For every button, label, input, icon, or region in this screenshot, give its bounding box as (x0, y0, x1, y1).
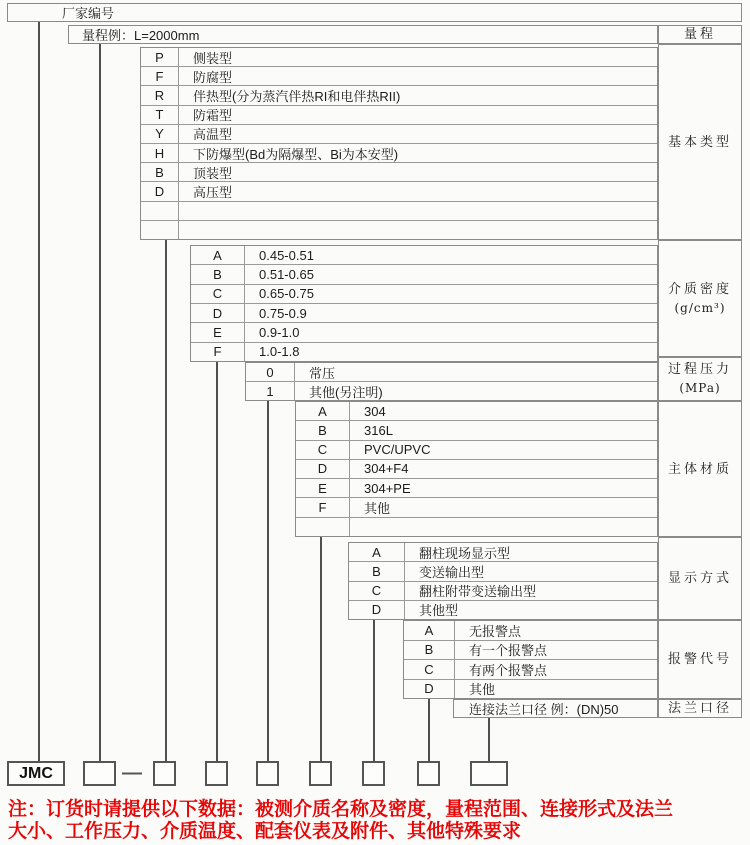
model-prefix-box: JMC (7, 761, 65, 786)
row-desc: 304+PE (364, 480, 411, 496)
row-desc (350, 518, 657, 536)
row-code: A (191, 246, 245, 264)
connector-line-pressure (267, 401, 269, 762)
row-code: 1 (246, 382, 295, 400)
row-code: D (141, 182, 179, 200)
row-code: D (404, 680, 455, 699)
factory-number-label: 厂家编号 (62, 6, 115, 21)
table-row-empty (296, 518, 657, 536)
ordering-note-line2: 大小、工作压力、介质温度、配套仪表及附件、其他特殊要求 (8, 821, 522, 842)
code-box-flange (470, 761, 508, 786)
row-code: F (141, 67, 179, 85)
table-row (191, 323, 657, 342)
row-desc: 316L (364, 422, 393, 438)
table-row (191, 246, 657, 265)
row-code: Y (141, 125, 179, 143)
category-label-basic-type: 基本类型 (658, 44, 742, 240)
code-box-pressure (256, 761, 279, 786)
connector-line-material (320, 537, 322, 762)
table-row (141, 163, 657, 182)
row-code: P (141, 48, 179, 66)
table-row (191, 285, 657, 304)
row-code: F (296, 498, 350, 516)
table-row (141, 48, 657, 67)
row-desc: 1.0-1.8 (259, 344, 300, 360)
connector-line-flange (488, 718, 490, 762)
row-code: 0 (246, 363, 295, 381)
row-desc: 伴热型(分为蒸汽伴热RI和电伴热RII) (193, 89, 401, 105)
connector-line-alarm (428, 699, 430, 762)
table-row (141, 144, 657, 163)
connector-line-factory (38, 22, 40, 761)
row-code (141, 221, 179, 239)
alarm-table (403, 620, 658, 699)
table-row (191, 265, 657, 284)
connector-line-range (99, 44, 101, 762)
row-desc: 常压 (309, 365, 336, 381)
density-table (190, 245, 658, 362)
pressure-table (245, 362, 658, 401)
table-row (296, 460, 657, 479)
ordering-note (8, 799, 673, 843)
row-code: F (191, 343, 245, 361)
range-example-text: 量程例：L=2000mm (82, 28, 200, 43)
row-code: B (191, 265, 245, 283)
code-box-range (83, 761, 116, 786)
row-desc: 无报警点 (469, 623, 522, 639)
row-desc: 高压型 (193, 185, 233, 201)
row-desc: 侧装型 (193, 50, 233, 66)
table-row (141, 125, 657, 144)
ordering-note-line1: 注：订货时请提供以下数据：被测介质名称及密度，量程范围、连接形式及法兰 (8, 799, 674, 820)
row-desc: 下防爆型(Bd为隔爆型、Bi为本安型) (193, 146, 399, 162)
connector-line-display (373, 620, 375, 762)
category-label-pressure: 过程压力 (MPa) (658, 357, 742, 401)
table-row (296, 498, 657, 517)
code-box-alarm (417, 761, 440, 786)
row-desc (179, 221, 657, 239)
row-desc: 0.51-0.65 (259, 266, 314, 282)
basic-type-table (140, 47, 658, 240)
row-code: H (141, 144, 179, 162)
table-row (141, 86, 657, 105)
row-code: D (349, 601, 405, 619)
table-row-empty (141, 221, 657, 239)
category-label-alarm: 报警代号 (658, 620, 742, 699)
row-desc: 304 (364, 403, 386, 419)
connector-line-basic (165, 240, 167, 762)
row-desc: 有两个报警点 (469, 662, 548, 678)
table-row (349, 562, 657, 581)
row-desc: 其他 (364, 501, 391, 517)
material-table (295, 401, 658, 537)
flange-text: 连接法兰口径 例：(DN)50 (469, 702, 619, 717)
row-code: A (349, 543, 405, 561)
row-desc: 0.45-0.51 (259, 247, 314, 263)
row-code: A (404, 621, 455, 640)
code-box-display (362, 761, 385, 786)
table-row (296, 441, 657, 460)
row-code: C (404, 660, 455, 679)
row-code: E (296, 479, 350, 497)
factory-number-row (7, 3, 742, 22)
display-table (348, 542, 658, 620)
row-code: C (191, 285, 245, 303)
row-code (296, 518, 350, 536)
table-row (191, 304, 657, 323)
row-desc: 其他(另注明) (309, 384, 383, 400)
table-row (296, 402, 657, 421)
row-desc: 0.9-1.0 (259, 324, 300, 340)
row-code: D (191, 304, 245, 322)
row-desc: 0.75-0.9 (259, 305, 307, 321)
row-desc: 有一个报警点 (469, 643, 548, 659)
category-label-range: 量程 (658, 25, 742, 44)
row-desc: 翻柱附带变送输出型 (419, 584, 537, 600)
table-row (349, 543, 657, 562)
row-desc: 0.65-0.75 (259, 286, 314, 302)
row-desc: 翻柱现场显示型 (419, 545, 511, 561)
category-label-material: 主体材质 (658, 401, 742, 537)
table-row (246, 382, 657, 400)
row-desc: 其他 (469, 682, 496, 698)
row-code: B (404, 641, 455, 660)
row-desc (179, 202, 657, 220)
row-desc: 防霜型 (193, 108, 233, 124)
connector-line-density (216, 362, 218, 762)
table-row (296, 421, 657, 440)
separator-dash: — (122, 762, 142, 784)
row-desc: 顶装型 (193, 165, 233, 181)
table-row (141, 67, 657, 86)
table-row (349, 601, 657, 619)
row-desc: 304+F4 (364, 461, 409, 477)
row-code: B (296, 421, 350, 439)
row-desc: 高温型 (193, 127, 233, 143)
row-code: A (296, 402, 350, 420)
row-code: C (296, 441, 350, 459)
table-row (349, 582, 657, 601)
category-label-flange: 法兰口径 (658, 699, 742, 718)
table-row (296, 479, 657, 498)
table-row (404, 660, 657, 680)
row-code: R (141, 86, 179, 104)
flange-row (453, 699, 658, 718)
row-desc: 其他型 (419, 603, 459, 619)
row-code: C (349, 582, 405, 600)
row-code: E (191, 323, 245, 341)
table-row (404, 680, 657, 699)
table-row (141, 182, 657, 201)
code-box-basic-type (153, 761, 176, 786)
category-label-display: 显示方式 (658, 537, 742, 620)
table-row (246, 363, 657, 382)
code-box-density (205, 761, 228, 786)
row-code: D (296, 460, 350, 478)
row-code (141, 202, 179, 220)
range-row (68, 25, 658, 44)
table-row (141, 106, 657, 125)
row-code: B (141, 163, 179, 181)
row-desc: 防腐型 (193, 69, 233, 85)
table-row (404, 641, 657, 661)
row-desc: 变送输出型 (419, 564, 485, 580)
code-box-material (309, 761, 332, 786)
row-code: T (141, 106, 179, 124)
row-code: B (349, 562, 405, 580)
table-row (191, 343, 657, 361)
table-row (404, 621, 657, 641)
table-row-empty (141, 202, 657, 221)
category-label-density: 介质密度 (g/cm³) (658, 240, 742, 357)
row-desc: PVC/UPVC (364, 442, 431, 458)
